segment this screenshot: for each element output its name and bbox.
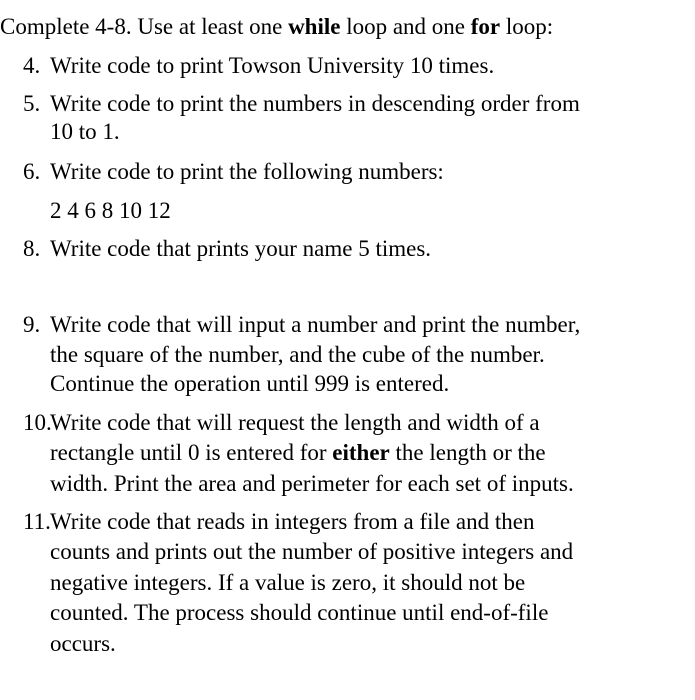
item-6-text: Write code to print the following numbers: [50, 159, 444, 184]
item-number-10: 10. [23, 410, 52, 435]
item-9-text-line-3: Continue the operation until 999 is entered. [50, 371, 450, 396]
item-8-text: Write code that prints your name 5 times. [50, 236, 432, 261]
item-10-text-line-1: Write code that will request the length and width of a [50, 410, 540, 435]
instructions-heading: Complete 4-8. Use at least one while loop and one for loop: [0, 14, 554, 39]
item-4-text: Write code to print Towson University 10 times. [50, 53, 495, 78]
item-11-text-line-1: Write code that reads in integers from a file and then [50, 509, 535, 534]
item-number-8: 8. [23, 236, 41, 261]
item-number-5: 5. [23, 91, 41, 116]
item-5-text-line-2: 10 to 1. [50, 119, 120, 144]
item-11-text-line-5: occurs. [50, 631, 116, 656]
item-10-text-line-3: width. Print the area and perimeter for each set of inputs. [50, 471, 574, 496]
item-11-text-line-4: counted. The process should continue until end-of-file [50, 600, 549, 625]
keyword-either: either [332, 440, 390, 465]
item-number-9: 9. [23, 312, 41, 337]
item-11-text-line-2: counts and prints out the number of positive integers and [50, 539, 574, 564]
item-number-4: 4. [23, 53, 41, 78]
item-9-text-line-1: Write code that will input a number and print the number, [50, 312, 581, 337]
item-10-text-line-2: rectangle until 0 is entered for either the length or the [50, 440, 546, 465]
item-9-text-line-2: the square of the number, and the cube of the number. [50, 342, 545, 367]
item-number-11: 11. [23, 509, 51, 534]
keyword-while: while [288, 14, 341, 39]
item-number-6: 6. [23, 159, 41, 184]
keyword-for: for [470, 14, 501, 39]
item-5-text-line-1: Write code to print the numbers in descending order from [50, 91, 580, 116]
item-11-text-line-3: negative integers. If a value is zero, it should not be [50, 570, 526, 595]
item-6-number-sequence: 2 4 6 8 10 12 [50, 198, 171, 223]
